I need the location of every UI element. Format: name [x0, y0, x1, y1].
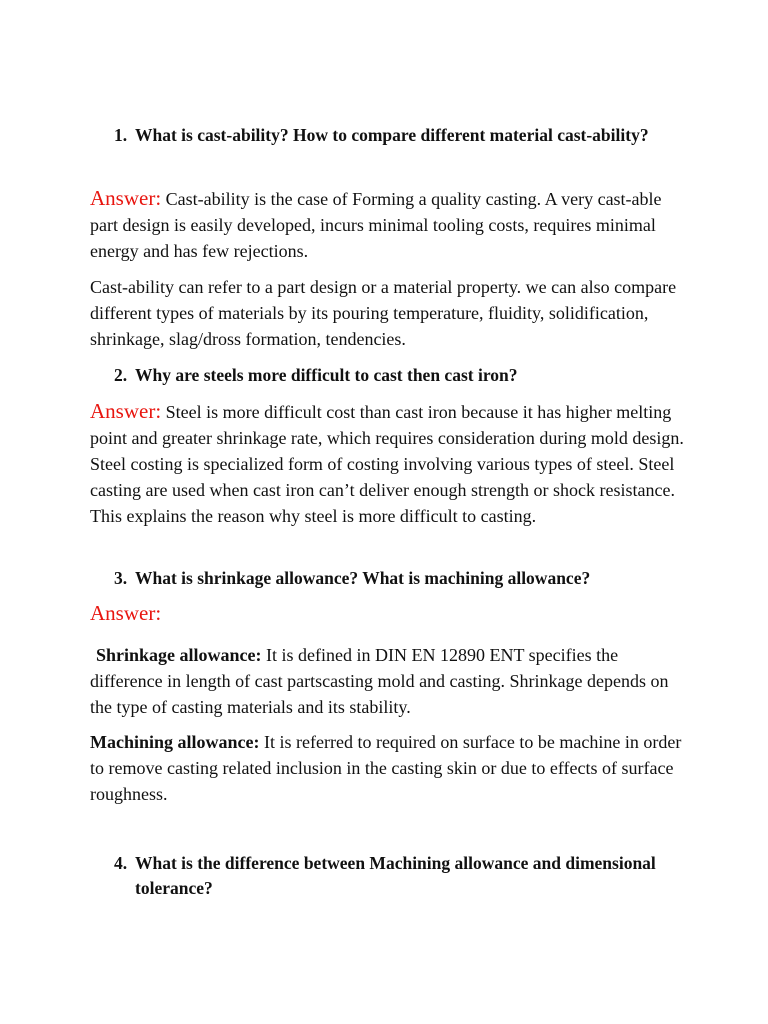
question-2 [114, 363, 674, 388]
answer-2-paragraph [90, 398, 690, 529]
question-4 [114, 851, 674, 901]
answer-1-paragraph-1 [90, 185, 690, 264]
machining-allowance-text: It is referred to required on surface to be machine in order to remove casting related inclusion in the casting skin or due to effects of surface roughness. [90, 732, 682, 804]
question-2-number: 2. [114, 365, 128, 385]
answer-2-text: Steel is more difficult cost than cast iron because it has higher melting point and greater shrinkage rate, which requires consideration during mold design. Steel costing is specialized form of costing involving various types of steel. Steel casting are used when cast iron can’t deliver enough strength or shock resistance. This explains the reason why steel is more difficult to casting. [90, 402, 684, 526]
question-3-text: What is shrinkage allowance? What is machining allowance? [135, 568, 591, 588]
question-1-number: 1. [114, 125, 128, 145]
answer-3-label: Answer: [90, 601, 162, 625]
machining-allowance-paragraph [90, 729, 690, 807]
answer-1-label: Answer: [90, 186, 162, 210]
answer-1-paragraph-2: Cast-ability can refer to a part design or a material property. we can also compare different types of materials by its pouring temperature, fluidity, solidification, shrinkage, slag/dross formation, tendencies. [90, 277, 677, 349]
answer-1-text: Cast-ability is the case of Forming a quality casting. A very cast-able part design is easily developed, incurs minimal tooling costs, requires minimal energy and has few rejections. [90, 189, 662, 261]
question-3 [114, 566, 674, 591]
question-4-number: 4. [114, 853, 128, 873]
answer-3-label-block [90, 601, 161, 626]
question-2-text: Why are steels more difficult to cast then cast iron? [135, 365, 518, 385]
question-1 [114, 123, 674, 148]
shrinkage-allowance-text: It is defined in DIN EN 12890 ENT specifies the difference in length of cast partscasting mold and casting. Shrinkage depends on the type of casting materials and its stability. [90, 645, 669, 717]
shrinkage-allowance-paragraph [90, 642, 690, 720]
machining-allowance-term: Machining allowance: [90, 732, 260, 752]
question-3-number: 3. [114, 568, 128, 588]
question-1-text: What is cast-ability? How to compare different material cast-ability? [135, 125, 649, 145]
answer-2-label: Answer: [90, 399, 162, 423]
shrinkage-allowance-term: Shrinkage allowance: [96, 645, 262, 665]
question-4-text: What is the difference between Machining allowance and dimensional tolerance? [135, 853, 656, 898]
